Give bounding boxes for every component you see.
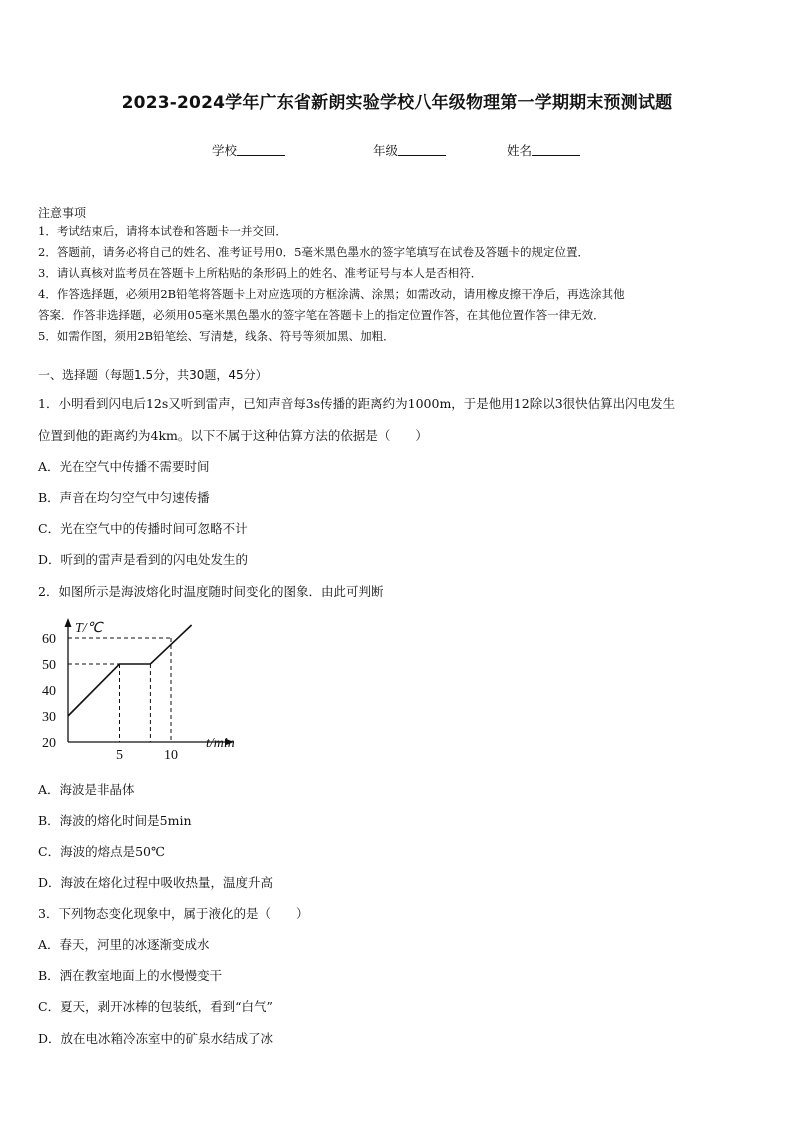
question-2-option-b[interactable]: B．海波的熔化时间是5min: [38, 813, 192, 828]
document-title: 2023-2024学年广东省新朗实验学校八年级物理第一学期期末预测试题: [121, 93, 673, 113]
grade-blank[interactable]: [398, 143, 446, 156]
school-field[interactable]: [212, 141, 285, 159]
question-1-option-c[interactable]: C．光在空气中的传播时间可忽略不计: [38, 521, 248, 536]
temperature-curve: [68, 625, 192, 716]
question-3-option-b[interactable]: B．洒在教室地面上的水慢慢变干: [38, 968, 223, 983]
name-label: 姓名: [507, 143, 533, 158]
section-title: 一、选择题（每题1.5分，共30题，45分）: [38, 368, 268, 382]
name-blank[interactable]: [532, 143, 580, 156]
y-axis-arrow: [65, 618, 72, 627]
note-item: 1．考试结束后，请将本试卷和答题卡一并交回．: [38, 224, 287, 238]
question-1-stem-line: 1．小明看到闪电后12s又听到雷声，已知声音每3s传播的距离约为1000m，于是他用12除以3很快估算出闪电发生: [38, 396, 676, 411]
y-tick-label: 20: [42, 736, 56, 751]
school-label: 学校: [212, 143, 238, 158]
grade-label: 年级: [373, 143, 399, 158]
question-1-option-a[interactable]: A．光在空气中传播不需要时间: [38, 459, 210, 474]
y-tick-label: 60: [42, 632, 56, 647]
note-item: 5．如需作图，须用2B铅笔绘、写清楚，线条、符号等须加黑、加粗．: [38, 329, 395, 343]
x-tick-label: 5: [116, 748, 123, 763]
notes-title: 注意事项: [38, 206, 87, 220]
question-3-option-c[interactable]: C．夏天，剥开冰棒的包装纸，看到“白气”: [38, 999, 273, 1014]
question-1-option-b[interactable]: B．声音在均匀空气中匀速传播: [38, 490, 210, 505]
question-3-option-d[interactable]: D．放在电冰箱冷冻室中的矿泉水结成了冰: [38, 1031, 274, 1046]
y-tick-label: 50: [42, 658, 56, 673]
note-item: 4．作答选择题，必须用2B铅笔将答题卡上对应选项的方框涂满、涂黑；如需改动，请用橡皮擦干净后，再选涂其他: [38, 287, 625, 301]
question-3-option-a[interactable]: A．春天，河里的冰逐渐变成水: [38, 937, 210, 952]
x-axis-label: t/min: [206, 736, 235, 751]
name-field[interactable]: [507, 141, 580, 159]
question-1-stem-line: 位置到他的距离约为4km。以下不属于这种估算方法的依据是（ ）: [38, 428, 428, 443]
question-1-option-d[interactable]: D．听到的雷声是看到的闪电处发生的: [38, 552, 249, 567]
y-axis-label: T/℃: [75, 621, 103, 636]
question-2-option-c[interactable]: C．海波的熔点是50℃: [38, 844, 165, 859]
school-blank[interactable]: [237, 143, 285, 156]
note-item: 答案．作答非选择题，必须用05毫米黑色墨水的签字笔在答题卡上的指定位置作答，在其他位置作答一律无效．: [38, 308, 605, 322]
note-item: 3．请认真核对监考员在答题卡上所粘贴的条形码上的姓名、准考证号与本人是否相符．: [38, 266, 483, 280]
question-2-option-d[interactable]: D．海波在熔化过程中吸收热量，温度升高: [38, 875, 274, 890]
question-2-option-a[interactable]: A．海波是非晶体: [38, 782, 135, 797]
question-2-stem-line: 2．如图所示是海波熔化时温度随时间变化的图象．由此可判断: [38, 584, 384, 599]
melting-curve-chart: [36, 612, 250, 764]
y-tick-label: 40: [42, 684, 56, 699]
x-tick-label: 10: [164, 748, 178, 763]
question-3-stem-line: 3．下列物态变化现象中，属于液化的是（ ）: [38, 906, 309, 921]
note-item: 2．答题前，请务必将自己的姓名、准考证号用0．5毫米黑色墨水的签字笔填写在试卷及答题卡的规定位置．: [38, 245, 589, 259]
grade-field[interactable]: [373, 141, 446, 159]
y-tick-label: 30: [42, 710, 56, 725]
